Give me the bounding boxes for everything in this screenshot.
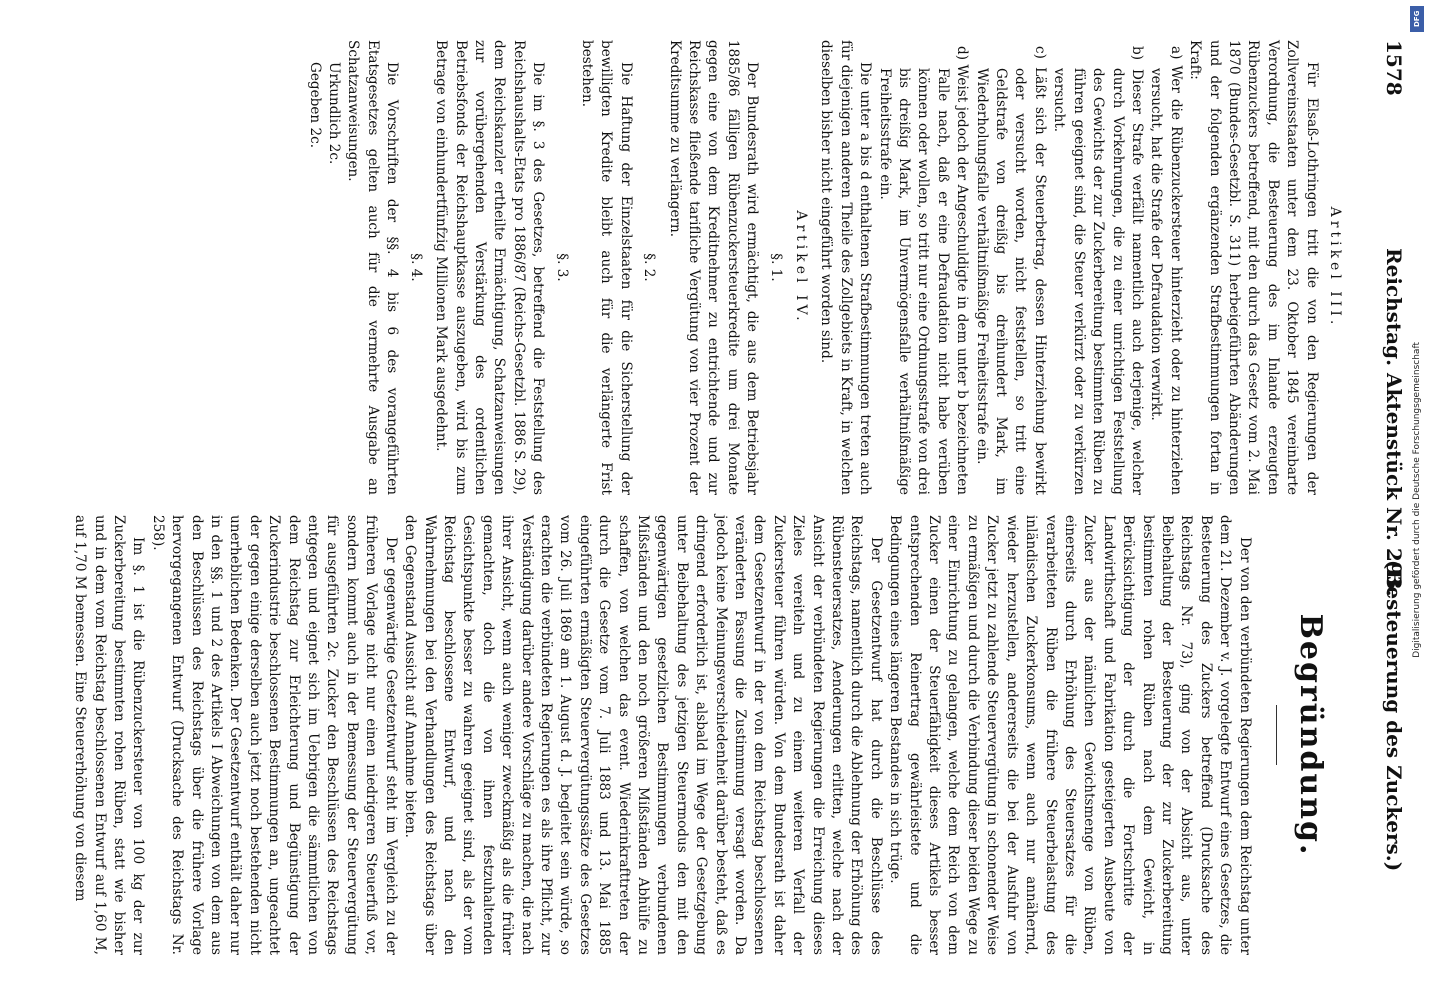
artikel-3-closing: Die unter a bis d enthaltenen Strafbestimmungen treten auch für diejenigen anderen Theile des Zollgebiets in Kraft, in welchen dieselben bisher nicht eingeführt worden sind. xyxy=(818,40,874,495)
section-2-heading: §. 2. xyxy=(641,253,658,282)
section-3-text: Die im §. 3 des Gesetzes, betreffend die Feststellung des Reichshaushalts-Etats pro 1886/87 (Reichs-Gesetzbl. 1886 S. 29), dem Reichskanzler ertheilte Ermächtigung, Schatzanweisungen zur vorübergehenden Verstärkung des ordentlichen Betriebsfonds der Reichshauptkasse auszugeben, wird bis zum Betrage von einhundertfünfzig Millionen Mark ausgedehnt. xyxy=(433,40,547,495)
digitization-note-text: Digitalisierung gefördert durch die Deutsche Forschungsgemeinschaft xyxy=(1412,342,1422,658)
artikel-4-heading: Artikel IV. xyxy=(793,210,810,325)
section-4-text: Die Vorschriften der §§. 4 bis 6 des vorangeführten Etatsgesetzes gelten auch für die vermehrte Ausgabe an Schatzanweisungen. xyxy=(345,40,401,495)
right-column xyxy=(70,515,1350,955)
urkundlich: Urkundlich 2c. xyxy=(326,62,343,165)
section-3-heading: §. 3. xyxy=(553,253,570,282)
section-1-heading: §. 1. xyxy=(767,253,784,282)
page-number: 1578 xyxy=(1382,40,1406,96)
begruendung-paragraph-1: Der von den verbündeten Regierungen dem Reichstag unter dem 21. Dezember v. J. vorgelegte Entwurf eines Gesetzes, die Besteuerung des Zuckers betreffend (Drucksache des Reichstags Nr. 73), ging von der Absicht aus, unter Beibehaltung der Besteuerung der zur Zuckerbereitung bestimmten rohen Rüben nach dem Gewicht, in Berücksichtigung der durch die Fortschritte der Landwirthschaft und Fabrikation gesteigerten Ausbeute von Zucker aus der nämlichen Gewichtsmenge von Rüben, einerseits durch Erhöhung des Steuersatzes für die verarbeiteten Rüben die frühere Steuerbelastung des inländischen Zuckerkonsums, wenn auch nur annähernd, wieder herzustellen, andererseits die bei der Ausfuhr von Zucker jetzt zu zahlende Steuervergütung in schonender Weise zu ermäßigen und durch die Verbindung dieser beiden Wege zu einer Einrichtung zu gelangen, welche dem Reich von dem Zucker einen der Steuerfähigkeit dieses Artikels besser entsprechenden Reinertrag gewährleistete und die Bedingungen eines längeren Bestandes in sich trüge. xyxy=(887,515,1253,955)
item-c: c) Läßt sich der Steuerbetrag, dessen Hinterziehung bewirkt oder versucht worden, nicht feststellen, so tritt eine Geldstrafe von dreißig bis dreihundert Mark, im Wiederholungsfalle verhältnißmäßige Freiheitsstrafe ein. xyxy=(973,46,1048,495)
header-title: Reichstag. Aktenstück Nr. 293. xyxy=(1382,248,1406,597)
header-subtitle: (Besteuerung des Zuckers.) xyxy=(1382,560,1406,872)
section-1-text: Der Bundesrath wird ermächtigt, die aus dem Betriebsjahr 1885/86 fälligen Rübenzuckersteuerkredite um drei Monate gegen eine von dem Kreditnehmer zu entrichtende und zur Reichskasse fließende tarifliche Vergütung von vier Prozent der Kreditsumme zu verlängern. xyxy=(666,40,761,495)
item-b: b) Dieser Strafe verfällt namentlich auch derjenige, welcher durch Vorkehrungen, die zu einer unrichtigen Feststellung des Gewichts der zur Zuckerbereitung bestimmten Rüben zu führen geeignet sind, die Steuer verkürzt oder zu verkürzen versucht. xyxy=(1051,46,1145,495)
begruendung-title: Begründung. xyxy=(1293,613,1328,857)
artikel-3-intro: Für Elsaß-Lothringen tritt die von den Regierungen der Zollvereinsstaaten unter dem 23. Oktober 1845 vereinbarte Verordnung, die Besteuerung des im Inlande erzeugten Rübenzuckers betreffend, mit den durch das Gesetz vom 2. Mai 1870 (Bundes-Gesetzbl. S. 311) herbeigeführten Abänderungen und der folgenden ergänzenden Strafbestimmungen fortan in Kraft: xyxy=(1187,40,1320,495)
gegeben: Gegeben 2c. xyxy=(306,62,323,149)
artikel-3-heading: Artikel III. xyxy=(1327,206,1343,329)
begruendung-paragraph-3: Der gegenwärtige Gesetzentwurf steht im Vergleich zu der früheren Vorlage nicht nur einen niedrigeren Steuerfuß vor, sondern kommt auch in der Bemessung der Steuervergütung für ausgeführten 2c. Zucker den Beschlüssen des Reichstags entgegen und eignet sich im Uebrigen die sämmtlichen von dem Reichstag zur Erleichterung und Begünstigung der Zuckerindustrie beschlossenen Bestimmungen an, ungeachtet der gegen einige derselben auch jetzt noch bestehenden nicht unerheblichen Bedenken. Der Gesetzentwurf enthält daher nur in den §§. 1 und 2 des Artikels I Abweichungen von dem aus den Beschlüssen des Reichstags über die frühere Vorlage hervorgegangenen Entwurf (Drucksache des Reichstags Nr. 258). xyxy=(149,515,399,955)
dfg-logo: DFG xyxy=(1410,6,1424,32)
digitization-note xyxy=(1408,20,1426,980)
divider xyxy=(1276,705,1277,765)
section-2-text: Die Haftung der Einzelstaaten für die Sicherstellung der bewilligten Kredite bleibt auch für die verlängerte Frist bestehen. xyxy=(578,40,634,495)
begruendung-paragraph-2: Der Gesetzentwurf hat durch die Beschlüsse des Reichstags, namentlich durch die Ablehnung der Erhöhung des Rübensteuersatzes, Aenderungen erlitten, welche nach der Ansicht der verbündeten Regierungen die Erreichung dieses Zieles vereiteln und zu einem weiteren Verfall der Zuckersteuer führen würden. Von dem Bundesrath ist daher dem Gesetzentwurf in der von dem Reichstag beschlossenen veränderten Fassung die Zustimmung versagt worden. Da jedoch keine Meinungsverschiedenheit darüber besteht, daß es dringend erforderlich ist, alsbald im Wege der Gesetzgebung unter Beibehaltung des jetzigen Steuermodus den mit den gegenwärtigen gesetzlichen Bestimmungen verbundenen Mißständen und den noch größeren Mißständen Abhülfe zu schaffen, von welchen das event. Wiederinkrafttreten der durch die Gesetze vom 7. Juli 1883 und 13. Mai 1885 eingeführten ermäßigten Steuervergütungssätze des Gesetzes vom 26. Juli 1869 am 1. August d. J. begleitet sein würde, so erachten die verbündeten Regierungen es als ihre Pflicht, zur Verständigung darüber andere Vorschläge zu machen, die nach ihrer Ansicht, wenn auch weniger zweckmäßig als die früher gemachten, doch die von ihnen festzuhaltenden Gesichtspunkte besser zu wahren geeignet sind, als der vom Reichstag beschlossene Entwurf, und nach den Wahrnehmungen bei den Verhandlungen des Reichstags über den Gegenstand Aussicht auf Annahme bieten. xyxy=(402,515,884,955)
section-4-heading: §. 4. xyxy=(407,253,424,282)
left-column xyxy=(304,40,1350,495)
begruendung-paragraph-4: Im §. 1 ist die Rübenzuckersteuer von 100 kg der zur Zuckerbereitung bestimmten rohen Rüben, statt wie bisher und in dem vom Reichstag beschlossenen Entwurf auf 1,60 M, auf 1,70 M bemessen. Eine Steuererhöhung von diesem xyxy=(72,515,147,955)
item-d: d) Weist jedoch der Angeschuldigte in dem unter b bezeichneten Falle nach, daß er eine Defraudation nicht habe verüben können oder wollen, so tritt nur eine Ordnungsstrafe von drei bis dreißig Mark, im Unvermögensfalle verhältnißmäßige Freiheitsstrafe ein. xyxy=(876,46,971,495)
item-a: a) Wer die Rübenzuckersteuer hinterzieht oder zu hinterziehen versucht, hat die Strafe der Defraudation verwirkt. xyxy=(1148,46,1184,495)
